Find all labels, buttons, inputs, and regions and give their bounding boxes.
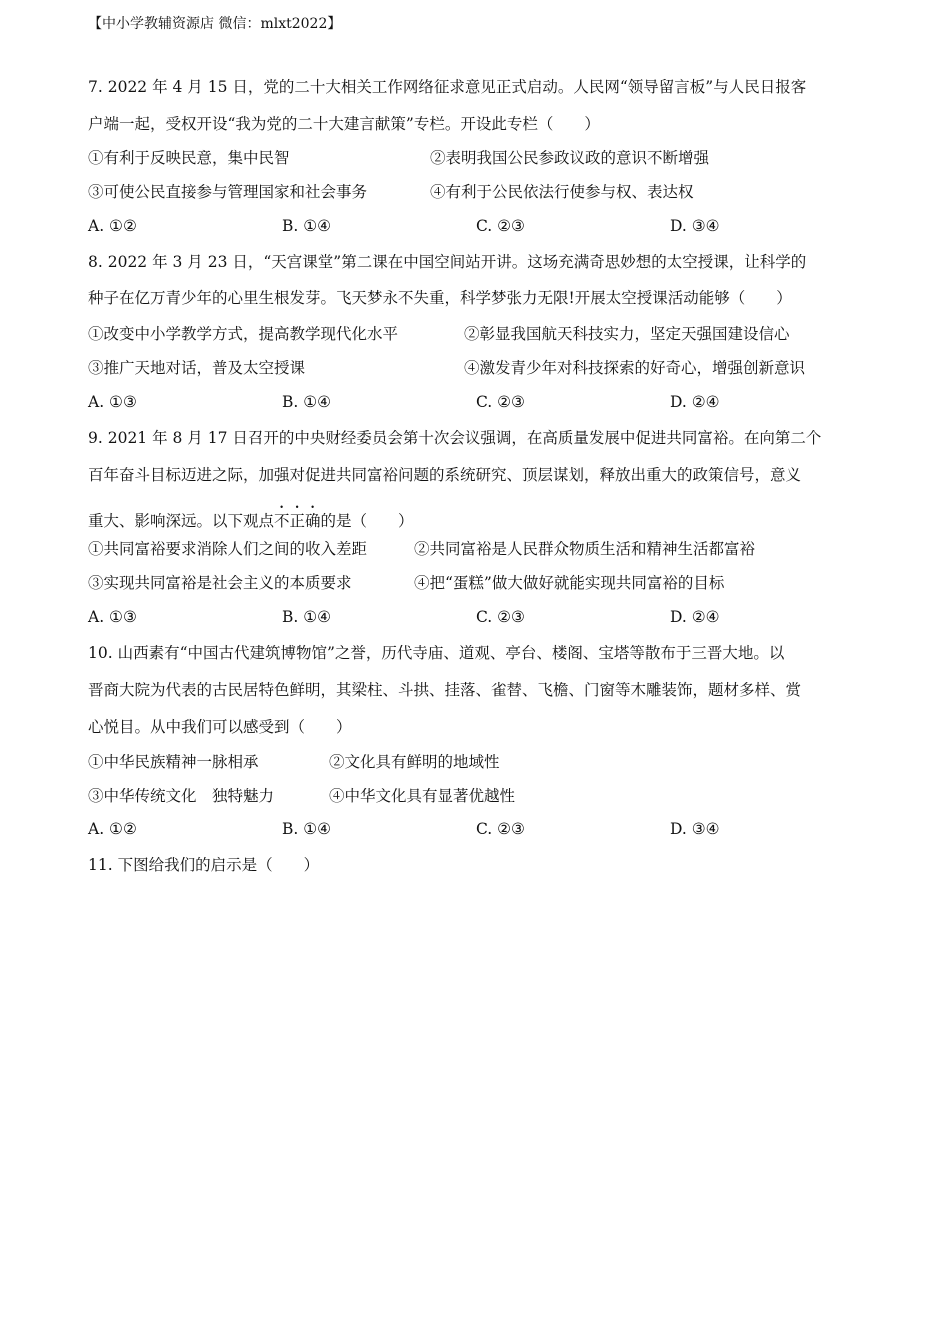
q7-statement-3: ③可使公民直接参与管理国家和社会事务 <box>88 183 368 201</box>
q9-choice-d[interactable]: D. ②④ <box>670 608 720 626</box>
q10-choice-a[interactable]: A. ①② <box>88 820 137 838</box>
q10-statement-1: ①中华民族精神一脉相承 <box>88 753 259 771</box>
q9-statement-1: ①共同富裕要求消除人们之间的收入差距 <box>88 540 368 558</box>
q9-emphasized-not-correct: 不正确 <box>274 512 321 530</box>
q8-statement-3: ③推广天地对话，普及太空授课 <box>88 359 306 377</box>
q9-choice-c[interactable]: C. ②③ <box>476 608 525 626</box>
q10-statement-4: ④中华文化具有显著优越性 <box>329 787 516 805</box>
q7-stem-line-2: 户端一起，受权开设“我为党的二十大建言献策”专栏。开设此专栏（ ） <box>88 115 600 133</box>
q8-stem-line-1: 8. 2022 年 3 月 23 日，“天宫课堂”第二课在中国空间站开讲。这场充满奇思妙想的太空授课，让科学的 <box>88 253 807 271</box>
q8-stem-line-2: 种子在亿万青少年的心里生根发芽。飞天梦永不失重，科学梦张力无限!开展太空授课活动能够（ ） <box>88 289 792 307</box>
q9-choice-a[interactable]: A. ①③ <box>88 608 137 626</box>
q10-stem-line-2: 晋商大院为代表的古民居特色鲜明，其梁柱、斗拱、挂落、雀替、飞檐、门窗等木雕装饰，题材多样、赏 <box>88 681 802 699</box>
q9-stem-line-1: 9. 2021 年 8 月 17 日召开的中央财经委员会第十次会议强调，在高质量发展中促进共同富裕。在向第二个 <box>88 429 822 447</box>
q8-choice-d[interactable]: D. ②④ <box>670 393 720 411</box>
page-header-watermark: 【中小学教辅资源店 微信：mlxt2022】 <box>88 16 342 32</box>
q8-statement-2: ②彰显我国航天科技实力，坚定天强国建设信心 <box>464 325 790 343</box>
q10-choice-b[interactable]: B. ①④ <box>282 820 332 838</box>
q9-stem-text-before: 重大、影响深远。以下观点 <box>88 512 275 530</box>
q10-statement-2: ②文化具有鲜明的地域性 <box>329 753 500 771</box>
q8-choice-c[interactable]: C. ②③ <box>476 393 525 411</box>
q10-choice-c[interactable]: C. ②③ <box>476 820 525 838</box>
q9-statement-4: ④把“蛋糕”做大做好就能实现共同富裕的目标 <box>414 574 725 592</box>
q8-choice-a[interactable]: A. ①③ <box>88 393 137 411</box>
q9-statement-3: ③实现共同富裕是社会主义的本质要求 <box>88 574 352 592</box>
q9-stem-line-3 <box>88 503 414 530</box>
q9-stem-line-2: 百年奋斗目标迈进之际，加强对促进共同富裕问题的系统研究、顶层谋划，释放出重大的政策信号，意义 <box>88 466 802 484</box>
q7-choice-d[interactable]: D. ③④ <box>670 217 720 235</box>
q7-statement-2: ②表明我国公民参政议政的意识不断增强 <box>430 149 710 167</box>
q10-stem-line-1: 10. 山西素有“中国古代建筑博物馆”之誉，历代寺庙、道观、亭台、楼阁、宝塔等散布于三晋大地。以 <box>88 644 785 662</box>
q10-statement-3: ③中华传统文化 独特魅力 <box>88 787 275 805</box>
q8-choice-b[interactable]: B. ①④ <box>282 393 332 411</box>
q7-choice-c[interactable]: C. ②③ <box>476 217 525 235</box>
q10-choice-d[interactable]: D. ③④ <box>670 820 720 838</box>
q7-statement-4: ④有利于公民依法行使参与权、表达权 <box>430 183 694 201</box>
q11-stem-line-1: 11. 下图给我们的启示是（ ） <box>88 856 320 874</box>
q7-stem-line-1: 7. 2022 年 4 月 15 日，党的二十大相关工作网络征求意见正式启动。人民网“领导留言板”与人民日报客 <box>88 78 807 96</box>
q9-stem-text-after: 的是（ ） <box>320 512 414 530</box>
q8-statement-1: ①改变中小学教学方式，提高教学现代化水平 <box>88 325 399 343</box>
q8-statement-4: ④激发青少年对科技探索的好奇心，增强创新意识 <box>464 359 806 377</box>
q7-statement-1: ①有利于反映民意，集中民智 <box>88 149 290 167</box>
q10-stem-line-3: 心悦目。从中我们可以感受到（ ） <box>88 718 352 736</box>
q9-statement-2: ②共同富裕是人民群众物质生活和精神生活都富裕 <box>414 540 756 558</box>
q7-choice-b[interactable]: B. ①④ <box>282 217 332 235</box>
q7-choice-a[interactable]: A. ①② <box>88 217 137 235</box>
q9-choice-b[interactable]: B. ①④ <box>282 608 332 626</box>
